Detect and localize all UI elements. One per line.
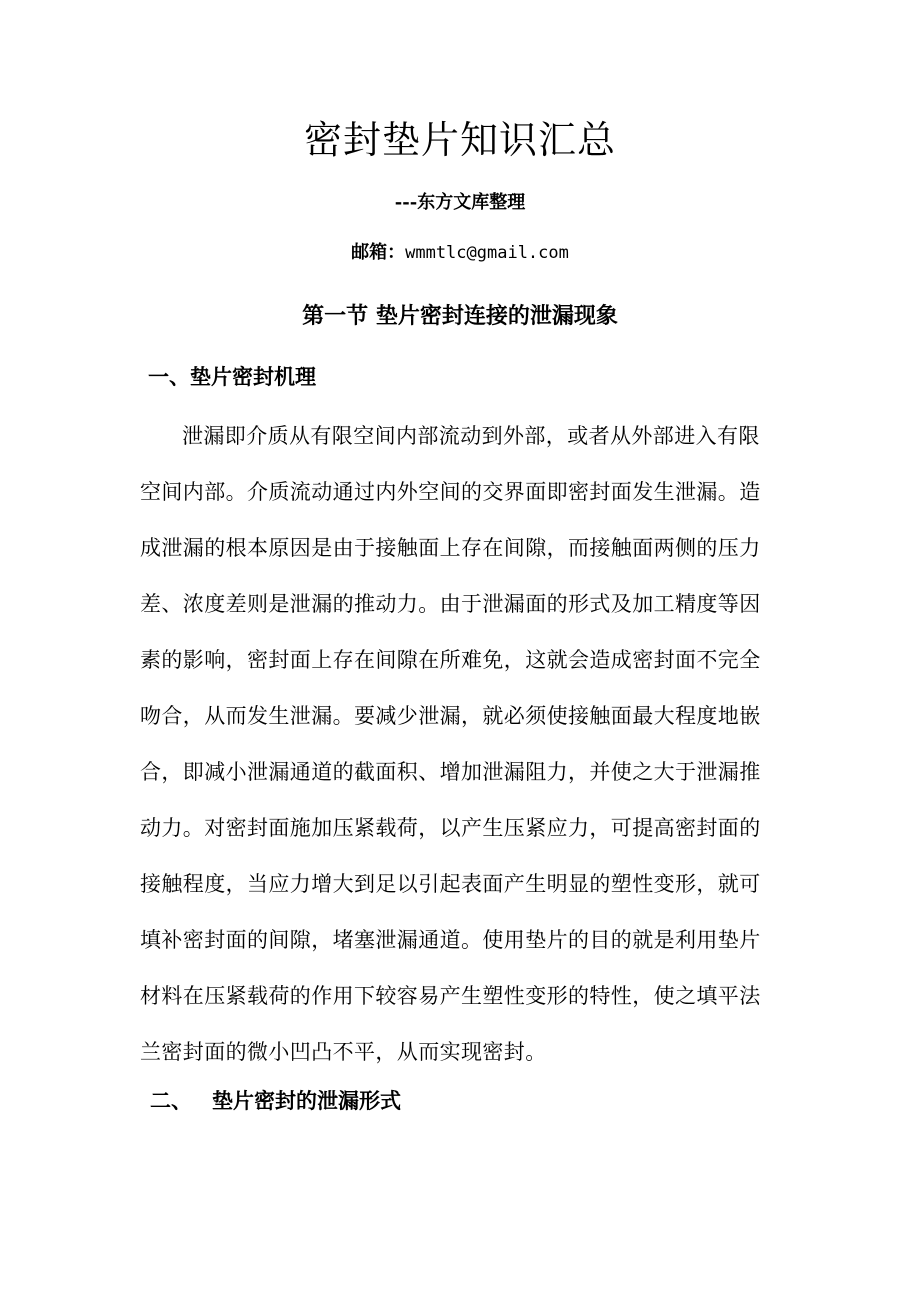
paragraph-line: 合，即减小泄漏通道的截面积、增加泄漏阻力，并使之大于泄漏推 xyxy=(140,760,761,784)
document-title: 密封垫片知识汇总 xyxy=(303,118,616,162)
heading-mechanism: 一、垫片密封机理 xyxy=(148,364,316,389)
paragraph-line: 吻合，从而发生泄漏。要减少泄漏，就必须使接触面最大程度地嵌 xyxy=(140,704,761,728)
paragraph-line: 动力。对密封面施加压紧载荷，以产生压紧应力，可提高密封面的 xyxy=(140,816,761,840)
section-title: 第一节 垫片密封连接的泄漏现象 xyxy=(302,303,618,329)
paragraph-line: 接触程度，当应力增大到足以引起表面产生明显的塑性变形，就可 xyxy=(140,872,761,896)
paragraph-line: 材料在压紧载荷的作用下较容易产生塑性变形的特性，使之填平法 xyxy=(140,984,761,1008)
paragraph-line: 成泄漏的根本原因是由于接触面上存在间隙，而接触面两侧的压力 xyxy=(140,536,761,560)
heading-leak-forms xyxy=(150,1084,401,1118)
paragraph-mechanism xyxy=(140,408,780,1080)
email-label: 邮箱： xyxy=(351,242,406,263)
heading-leak-forms-number: 二、 xyxy=(150,1088,192,1113)
paragraph-line: 差、浓度差则是泄漏的推动力。由于泄漏面的形式及加工精度等因 xyxy=(140,592,761,616)
heading-leak-forms-text: 垫片密封的泄漏形式 xyxy=(212,1088,401,1113)
paragraph-line: 兰密封面的微小凹凸不平，从而实现密封。 xyxy=(140,1040,547,1064)
paragraph-line: 素的影响，密封面上存在间隙在所难免，这就会造成密封面不完全 xyxy=(140,648,761,672)
document-subtitle: ---东方文库整理 xyxy=(394,192,526,213)
email-address: wmmtlc@gmail.com xyxy=(405,243,569,263)
paragraph-line: 填补密封面的间隙，堵塞泄漏通道。使用垫片的目的就是利用垫片 xyxy=(140,928,761,952)
paragraph-line: 空间内部。介质流动通过内外空间的交界面即密封面发生泄漏。造 xyxy=(140,480,761,504)
email-line xyxy=(0,238,920,268)
paragraph-line: 泄漏即介质从有限空间内部流动到外部，或者从外部进入有限 xyxy=(182,424,760,448)
